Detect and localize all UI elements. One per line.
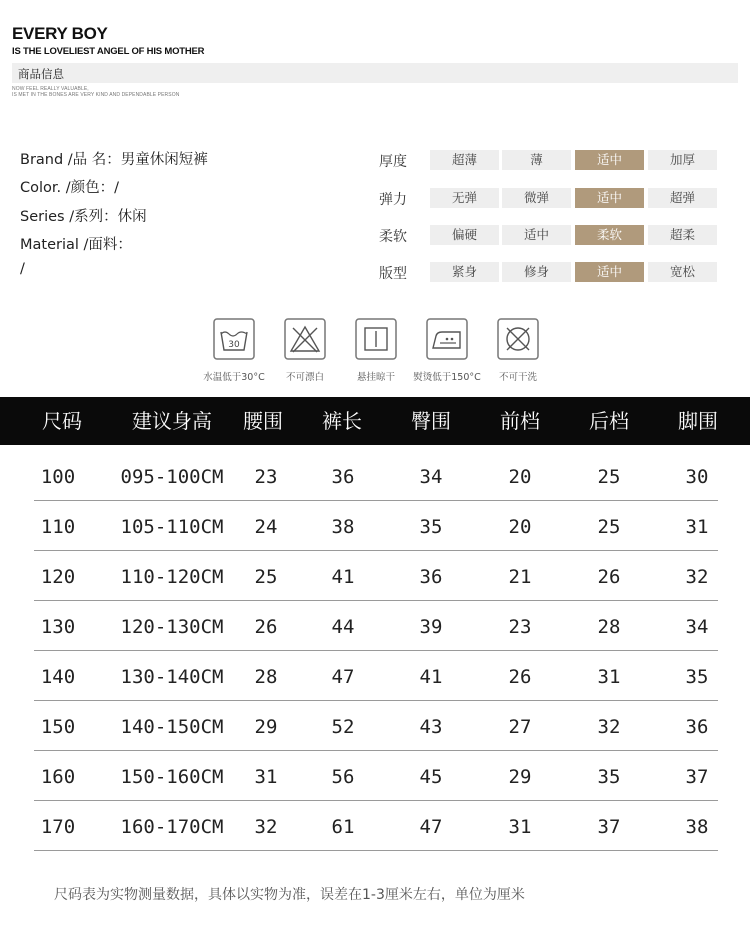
col-header-hip: 臀围 <box>411 409 451 433</box>
table-cell: 34 <box>685 616 709 638</box>
table-cell: 45 <box>419 766 443 788</box>
attr-label: 弹力 <box>379 192 407 208</box>
attr-option: 适中 <box>502 225 571 245</box>
table-cell: 37 <box>685 766 709 788</box>
row-divider <box>34 600 718 601</box>
row-divider <box>34 650 718 651</box>
attr-option: 加厚 <box>648 150 717 170</box>
table-cell: 52 <box>331 716 355 738</box>
section-title: 商品信息 <box>18 67 64 81</box>
attr-option-selected: 适中 <box>575 188 644 208</box>
table-cell: 20 <box>508 516 532 538</box>
attr-option: 超弹 <box>648 188 717 208</box>
table-cell: 38 <box>331 516 355 538</box>
attr-option: 紧身 <box>430 262 499 282</box>
col-header-size: 尺码 <box>42 409 82 433</box>
table-cell: 23 <box>254 466 278 488</box>
table-cell: 41 <box>331 566 355 588</box>
table-cell: 32 <box>597 716 621 738</box>
table-cell: 36 <box>331 466 355 488</box>
table-cell: 31 <box>254 766 278 788</box>
table-cell: 36 <box>419 566 443 588</box>
no-bleach-icon <box>284 318 326 360</box>
care-label-wash: 水温低于30°C <box>203 372 265 383</box>
row-divider <box>34 700 718 701</box>
table-cell: 26 <box>254 616 278 638</box>
tiny-caption-2: IS MET IN THE BONES ARE VERY KIND AND DEPENDABLE PERSON <box>12 92 180 98</box>
hang-dry-icon <box>355 318 397 360</box>
table-cell: 21 <box>508 566 532 588</box>
attr-label: 厚度 <box>379 154 407 170</box>
table-cell: 29 <box>254 716 278 738</box>
size-table-header <box>0 397 750 445</box>
col-header-length: 裤长 <box>322 409 362 433</box>
row-divider <box>34 850 718 851</box>
section-bar <box>12 63 738 83</box>
table-cell: 140-150CM <box>120 716 224 738</box>
attr-option: 无弹 <box>430 188 499 208</box>
table-cell: 31 <box>508 816 532 838</box>
table-cell: 47 <box>331 666 355 688</box>
row-divider <box>34 500 718 501</box>
table-cell: 160-170CM <box>120 816 224 838</box>
attr-option-selected: 适中 <box>575 150 644 170</box>
table-cell: 130 <box>40 616 76 638</box>
table-cell: 35 <box>685 666 709 688</box>
attr-option-selected: 适中 <box>575 262 644 282</box>
table-cell: 140 <box>40 666 76 688</box>
size-note: 尺码表为实物测量数据，具体以实物为准，误差在1-3厘米左右，单位为厘米 <box>54 887 525 903</box>
table-cell: 28 <box>254 666 278 688</box>
no-dry-clean-icon <box>497 318 539 360</box>
table-cell: 30 <box>685 466 709 488</box>
table-cell: 36 <box>685 716 709 738</box>
table-cell: 23 <box>508 616 532 638</box>
table-cell: 47 <box>419 816 443 838</box>
attr-label: 柔软 <box>379 229 407 245</box>
table-cell: 56 <box>331 766 355 788</box>
table-cell: 110 <box>40 516 76 538</box>
care-label-dryclean: 不可干洗 <box>498 372 537 383</box>
attr-option-selected: 柔软 <box>575 225 644 245</box>
care-label-bleach: 不可漂白 <box>285 372 324 383</box>
table-cell: 32 <box>254 816 278 838</box>
table-cell: 26 <box>597 566 621 588</box>
table-cell: 32 <box>685 566 709 588</box>
care-label-dry: 悬挂晾干 <box>356 372 395 383</box>
info-color: Color. /颜色：/ <box>20 180 120 196</box>
table-cell: 130-140CM <box>120 666 224 688</box>
brand-tagline: IS THE LOVELIEST ANGEL OF HIS MOTHER <box>12 46 205 57</box>
row-divider <box>34 750 718 751</box>
table-cell: 170 <box>40 816 76 838</box>
table-cell: 120-130CM <box>120 616 224 638</box>
brand-title: EVERY BOY <box>12 24 108 43</box>
table-cell: 61 <box>331 816 355 838</box>
table-cell: 100 <box>40 466 76 488</box>
table-cell: 25 <box>597 466 621 488</box>
col-header-front-rise: 前档 <box>500 409 540 433</box>
iron-150-icon <box>426 318 468 360</box>
info-material-value: / <box>20 261 25 277</box>
attr-option: 偏硬 <box>430 225 499 245</box>
attr-option: 薄 <box>502 150 571 170</box>
wash-30-icon <box>213 318 255 360</box>
col-header-height: 建议身高 <box>132 409 212 433</box>
table-cell: 150-160CM <box>120 766 224 788</box>
table-cell: 39 <box>419 616 443 638</box>
table-cell: 34 <box>419 466 443 488</box>
table-cell: 25 <box>254 566 278 588</box>
table-cell: 37 <box>597 816 621 838</box>
table-cell: 31 <box>597 666 621 688</box>
table-cell: 29 <box>508 766 532 788</box>
info-material: Material /面料： <box>20 237 132 253</box>
care-label-iron: 熨烫低于150°C <box>413 372 481 383</box>
table-cell: 095-100CM <box>120 466 224 488</box>
table-cell: 38 <box>685 816 709 838</box>
table-cell: 35 <box>419 516 443 538</box>
table-cell: 110-120CM <box>120 566 224 588</box>
table-cell: 26 <box>508 666 532 688</box>
table-cell: 150 <box>40 716 76 738</box>
table-cell: 31 <box>685 516 709 538</box>
table-cell: 160 <box>40 766 76 788</box>
table-cell: 43 <box>419 716 443 738</box>
attr-option: 微弹 <box>502 188 571 208</box>
col-header-leg-opening: 脚围 <box>678 409 718 433</box>
attr-option: 超薄 <box>430 150 499 170</box>
table-cell: 105-110CM <box>120 516 224 538</box>
table-cell: 28 <box>597 616 621 638</box>
row-divider <box>34 550 718 551</box>
table-cell: 20 <box>508 466 532 488</box>
table-cell: 41 <box>419 666 443 688</box>
table-cell: 25 <box>597 516 621 538</box>
col-header-back-rise: 后档 <box>589 409 629 433</box>
attr-option: 修身 <box>502 262 571 282</box>
table-cell: 24 <box>254 516 278 538</box>
info-series: Series /系列：休闲 <box>20 209 147 225</box>
col-header-waist: 腰围 <box>243 409 283 433</box>
row-divider <box>34 800 718 801</box>
table-cell: 120 <box>40 566 76 588</box>
table-cell: 44 <box>331 616 355 638</box>
attr-option: 超柔 <box>648 225 717 245</box>
info-brand: Brand /品 名：男童休闲短裤 <box>20 152 208 168</box>
table-cell: 35 <box>597 766 621 788</box>
table-cell: 27 <box>508 716 532 738</box>
attr-option: 宽松 <box>648 262 717 282</box>
attr-label: 版型 <box>379 266 407 282</box>
wash-temp-text: 30 <box>228 340 240 350</box>
tiny-caption-1: NOW FEEL REALLY VALUABLE, <box>12 86 89 92</box>
